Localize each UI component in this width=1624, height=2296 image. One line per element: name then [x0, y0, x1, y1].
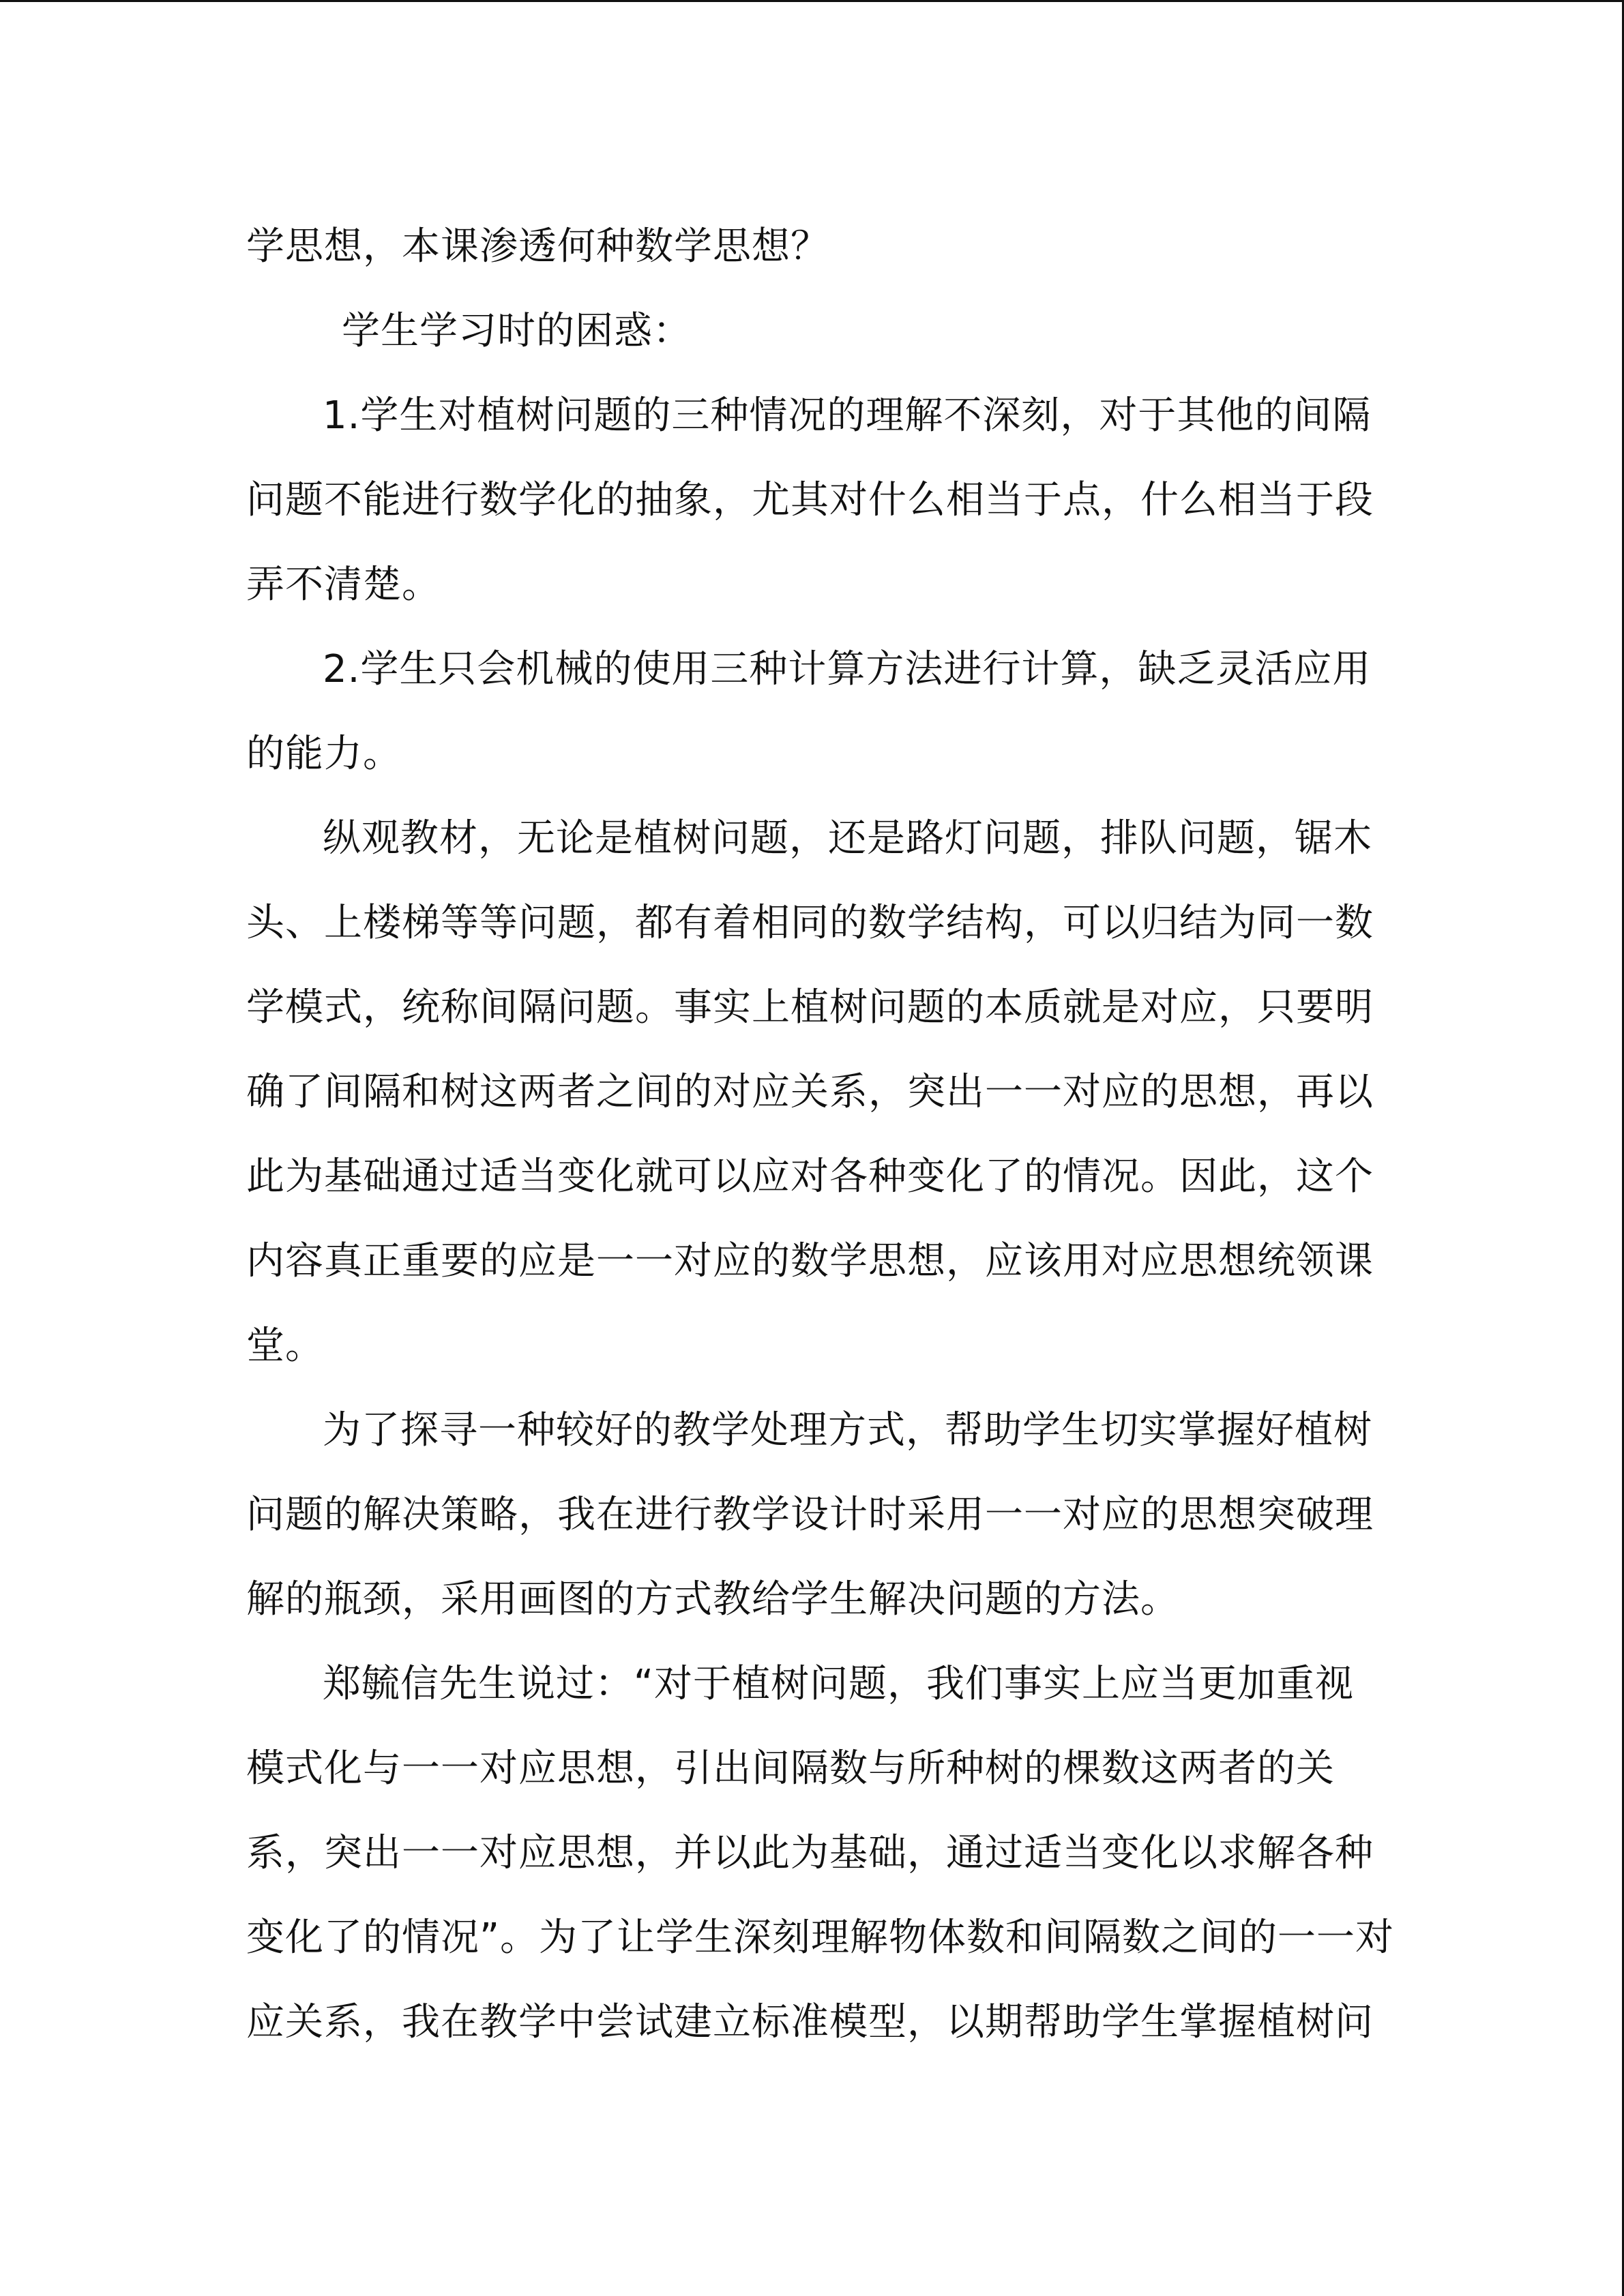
- text-line: 此为基础通过适当变化就可以应对各种变化了的情况。因此，这个: [246, 1154, 1374, 1199]
- text-line: 的能力。: [246, 732, 402, 776]
- text-line: 学模式，统称间隔问题。事实上植树问题的本质就是对应，只要明: [246, 985, 1374, 1030]
- document-body: [246, 205, 1395, 2065]
- text-line: 变化了的情况”。为了让学生深刻理解物体数和间隔数之间的一一对: [246, 1915, 1395, 1960]
- text-line: 郑毓信先生说过：“对于植树问题，我们事实上应当更加重视: [323, 1662, 1355, 1706]
- top-border-rule: [0, 0, 1624, 2]
- text-line: 问题的解决策略，我在进行教学设计时采用一一对应的思想突破理: [246, 1493, 1374, 1537]
- text-line: 内容真正重要的应是一一对应的数学思想，应该用对应思想统领课: [246, 1239, 1374, 1283]
- text-line: 学生学习时的困惑：: [342, 309, 692, 353]
- text-line: 确了间隔和树这两者之间的对应关系，突出一一对应的思想，再以: [246, 1070, 1374, 1114]
- text-line: 应关系，我在教学中尝试建立标准模型，以期帮助学生掌握植树问: [246, 2000, 1374, 2044]
- text-line: 学思想，本课渗透何种数学思想？: [246, 224, 829, 269]
- text-line: 问题不能进行数学化的抽象，尤其对什么相当于点，什么相当于段: [246, 478, 1374, 522]
- text-line: 解的瓶颈，采用画图的方式教给学生解决问题的方法。: [246, 1577, 1179, 1622]
- text-line: 模式化与一一对应思想，引出间隔数与所种树的棵数这两者的关: [246, 1746, 1335, 1791]
- text-line: 纵观教材，无论是植树问题，还是路灯问题，排队问题，锯木: [323, 816, 1372, 861]
- text-line: 弄不清楚。: [246, 563, 441, 607]
- text-line: 系，突出一一对应思想，并以此为基础，通过适当变化以求解各种: [246, 1831, 1374, 1875]
- text-line: 1.学生对植树问题的三种情况的理解不深刻，对于其他的间隔: [323, 393, 1372, 438]
- text-line: 为了探寻一种较好的教学处理方式，帮助学生切实掌握好植树: [323, 1408, 1372, 1452]
- text-line: 头、上楼梯等等问题，都有着相同的数学结构，可以归结为同一数: [246, 901, 1374, 945]
- text-line: 2.学生只会机械的使用三种计算方法进行计算，缺乏灵活应用: [323, 647, 1372, 691]
- text-line: 堂。: [246, 1324, 324, 1368]
